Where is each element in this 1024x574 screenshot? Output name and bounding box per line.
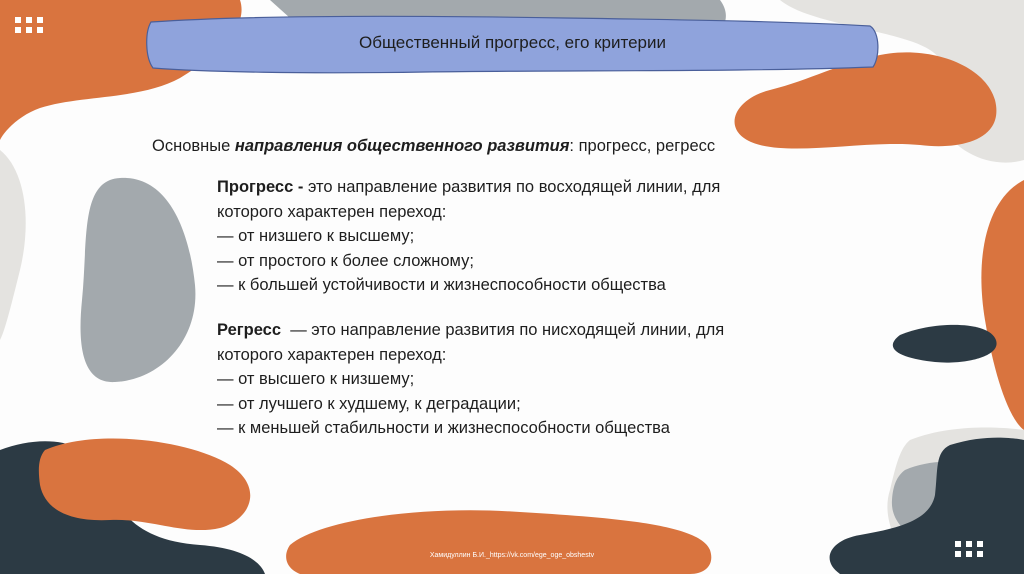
gray-blob-left (81, 178, 196, 382)
progress-line: — от простого к более сложному; (217, 251, 474, 270)
progress-term: Прогресс - (217, 178, 304, 196)
progress-definition-text: это направление развития по восходящей линии, для (303, 178, 721, 196)
slide-title: Общественный прогресс, его критерии (358, 33, 667, 52)
progress-line: — к большей устойчивости и жизнеспособности общества (217, 276, 666, 294)
regress-block (217, 318, 837, 441)
progress-line: — от низшего к высшему; (217, 227, 415, 245)
lightgray-blob-left (0, 150, 26, 340)
progress-definition (217, 175, 837, 200)
title-banner (145, 12, 880, 74)
progress-block (217, 175, 837, 298)
subtitle-emphasis: направления общественного развития (234, 137, 570, 155)
regress-definition (217, 318, 837, 343)
subtitle-prefix: Основные (152, 137, 235, 155)
orange-blob-right (981, 180, 1024, 430)
dots-grid-icon (15, 17, 51, 33)
subtitle (152, 135, 852, 157)
regress-term: Регресс (217, 321, 282, 339)
regress-definition-text: — это направление развития по нисходящей линии, для (281, 321, 725, 339)
dark-blob-right (893, 325, 997, 363)
regress-line: которого характерен переход: (217, 345, 447, 364)
regress-line: — от лучшего к худшему, к деградации; (217, 394, 521, 413)
subtitle-suffix: : прогресс, регресс (569, 137, 716, 155)
regress-line: — к меньшей стабильности и жизнеспособности общества (217, 419, 670, 437)
regress-line: — от высшего к низшему; (217, 370, 415, 388)
progress-line: которого характерен переход: (217, 202, 447, 221)
footer-credit: Хамидуллин Б.И._https://vk.com/ege_oge_obshestv (429, 552, 595, 559)
